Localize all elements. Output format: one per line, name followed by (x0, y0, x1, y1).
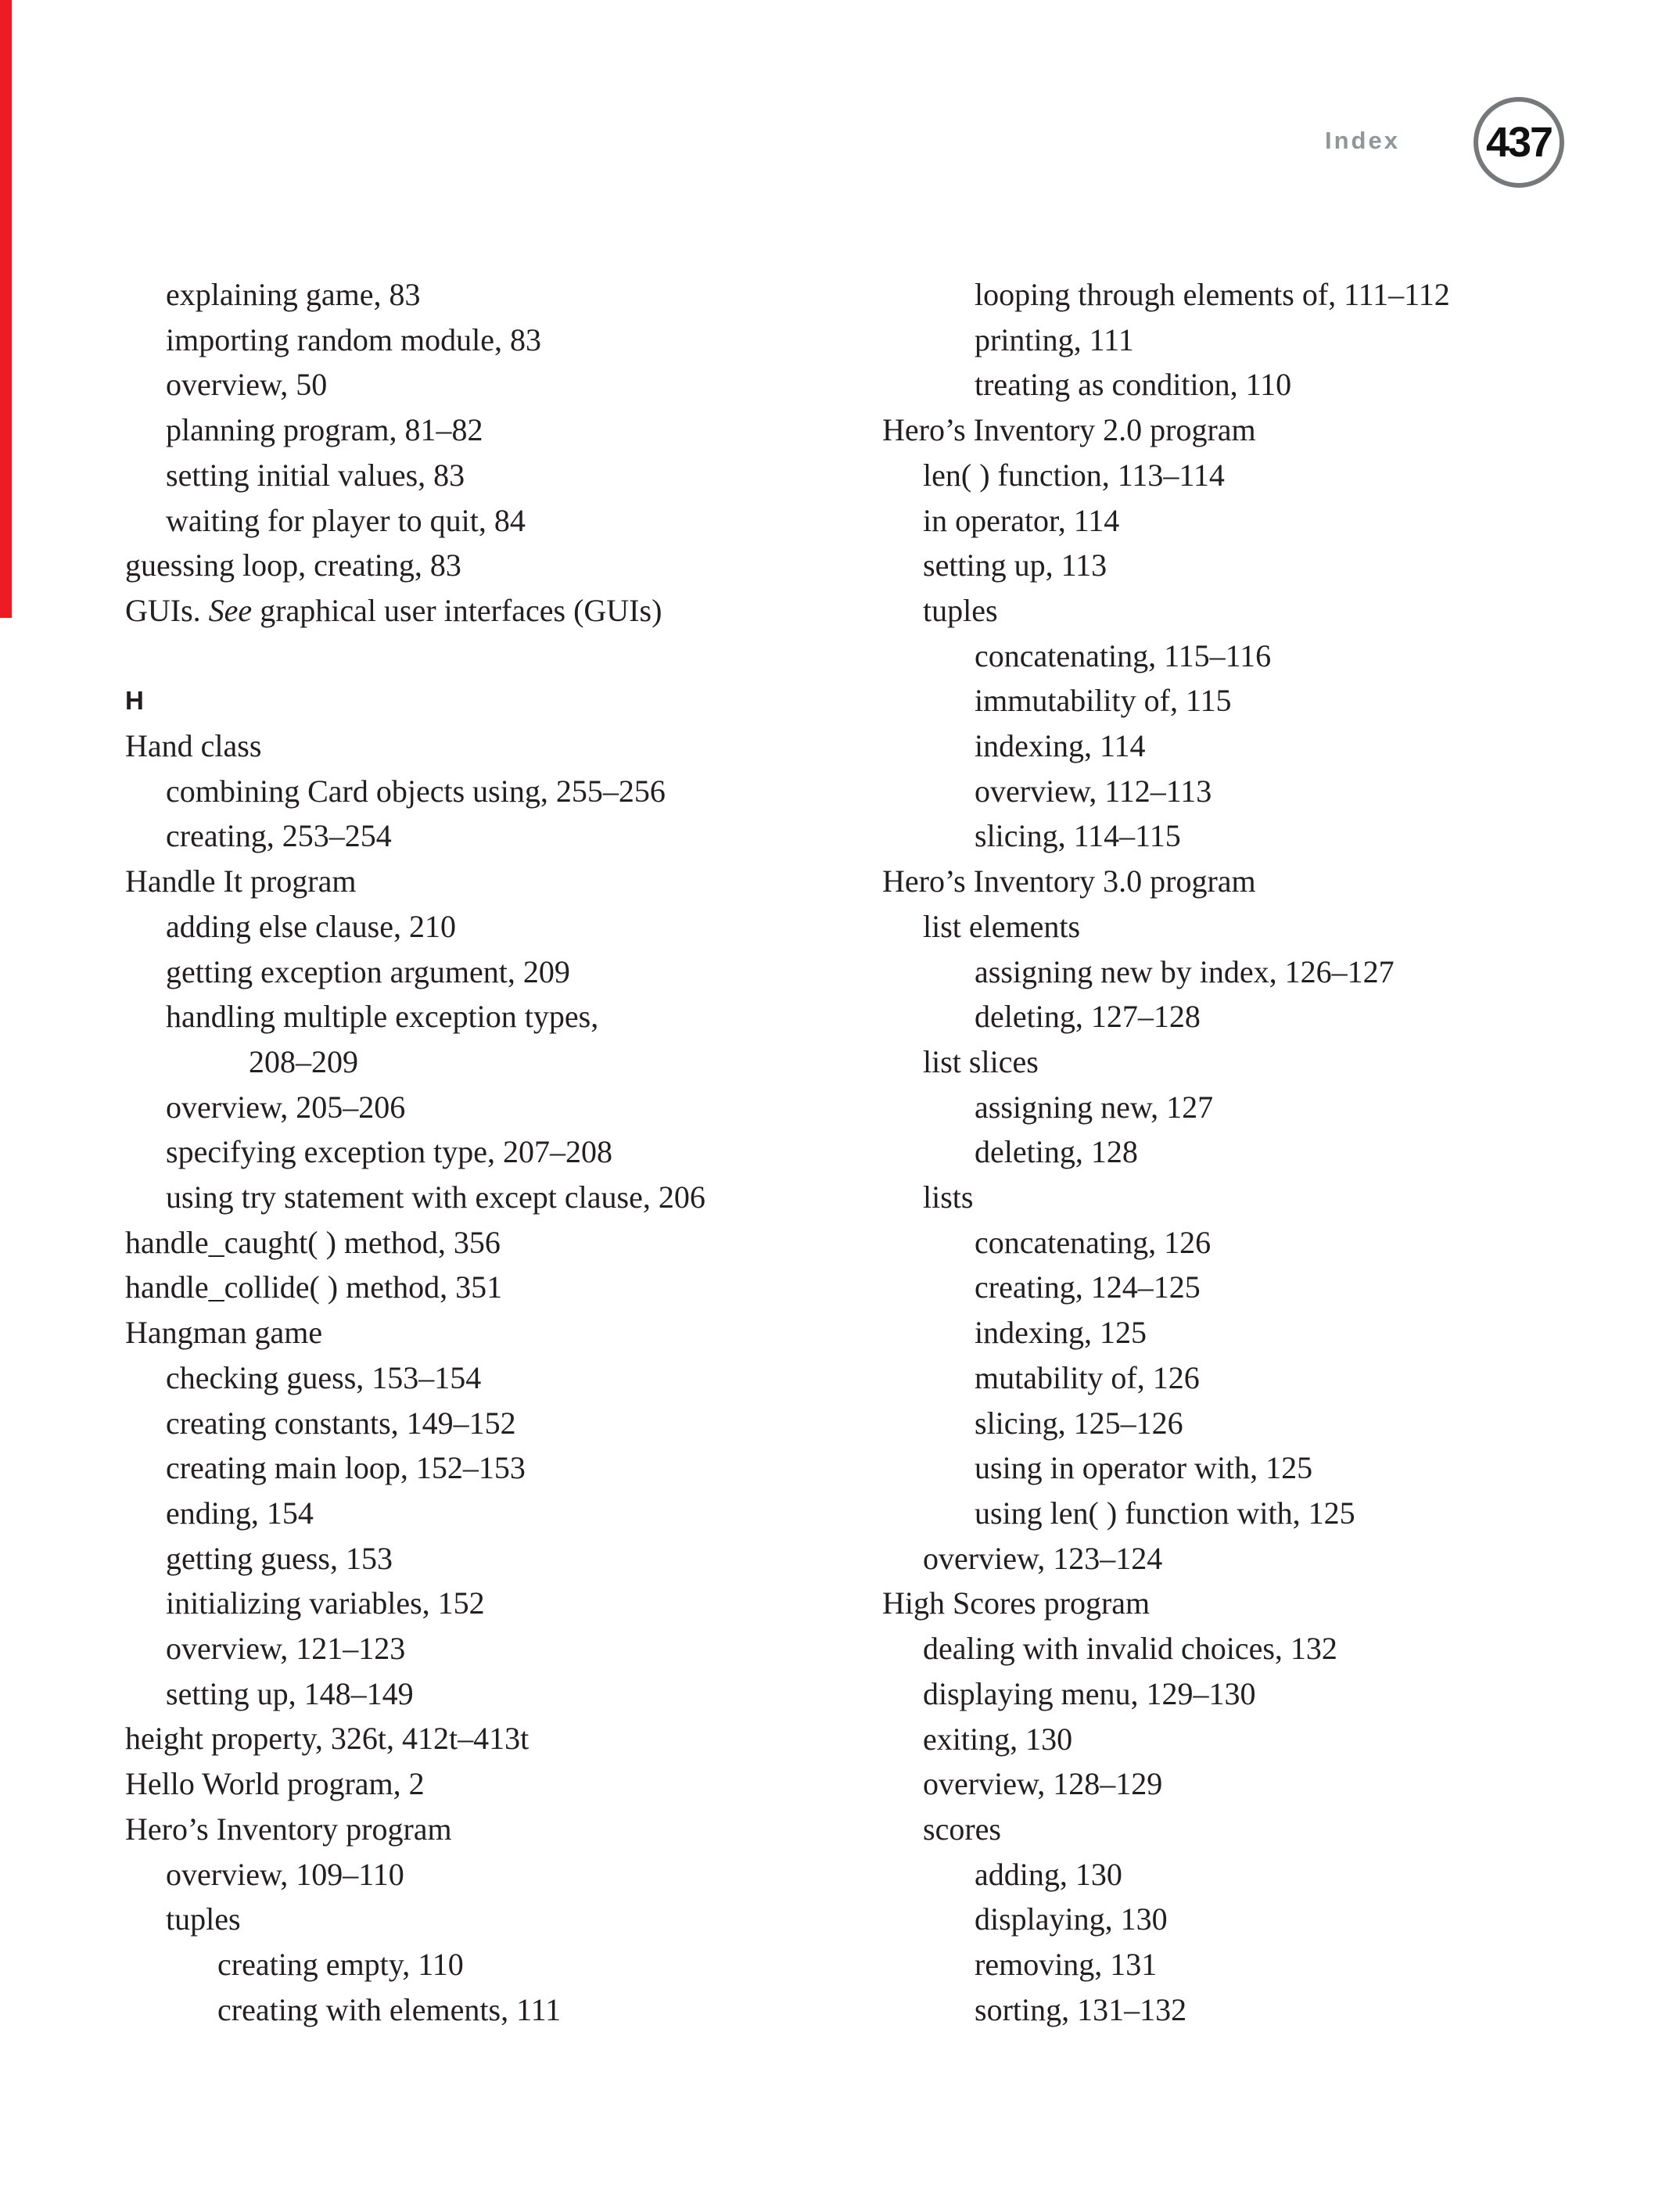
index-entry (882, 1265, 1672, 1310)
index-entry-text: assigning new, 127 (975, 1089, 1214, 1125)
index-entry-text: Hello World program, 2 (125, 1766, 425, 1802)
index-entry-text: mutability of, 126 (975, 1359, 1200, 1395)
index-entry (882, 1445, 1672, 1491)
index-entry (125, 1626, 892, 1671)
index-entry-text: combining Card objects using, 255–256 (166, 773, 666, 809)
index-entry (882, 1491, 1672, 1536)
index-entry-text: creating empty, 110 (217, 1947, 464, 1982)
index-entry-text: using try statement with except clause, 206 (166, 1179, 705, 1215)
index-entry (125, 1807, 892, 1852)
index-entry (882, 1942, 1672, 1987)
index-entry-text: ending, 154 (166, 1495, 314, 1531)
index-entry-text: Hero’s Inventory 3.0 program (882, 863, 1256, 899)
index-entry (882, 543, 1672, 588)
index-entry (125, 272, 892, 318)
index-entry (882, 904, 1672, 950)
index-entry-text: looping through elements of, 111–112 (975, 277, 1450, 312)
index-entry (125, 769, 892, 814)
index-entry-text: getting guess, 153 (166, 1540, 393, 1576)
index-entry (125, 1536, 892, 1581)
index-column-right (882, 272, 1672, 2032)
index-entry-text: specifying exception type, 207–208 (166, 1134, 612, 1170)
index-entry (125, 1942, 892, 1987)
index-entry (125, 543, 892, 588)
running-header-index-label: Index (1325, 127, 1400, 154)
index-entry-text: creating, 253–254 (166, 818, 392, 854)
index-entry (882, 1129, 1672, 1175)
index-entry-text: Hand class (125, 728, 262, 764)
index-entry (125, 994, 892, 1039)
index-entry-text: graphical user interfaces (GUIs) (252, 592, 662, 628)
index-entry-text: displaying menu, 129–130 (923, 1675, 1256, 1711)
index-entry (125, 1175, 892, 1220)
index-entry (882, 1987, 1672, 2033)
index-entry-text: overview, 50 (166, 367, 328, 403)
index-entry (882, 1626, 1672, 1671)
index-entry-text: scores (923, 1811, 1001, 1847)
index-entry-text: creating constants, 149–152 (166, 1405, 516, 1441)
index-entry (882, 1355, 1672, 1401)
index-entry (882, 498, 1672, 544)
index-entry (125, 362, 892, 407)
index-entry (882, 1536, 1672, 1581)
index-entry (882, 1761, 1672, 1807)
index-section-header (125, 678, 892, 723)
index-entry-text: setting up, 113 (923, 548, 1107, 583)
index-entry-text: height property, 326t, 412t–413t (125, 1721, 529, 1757)
index-entry (882, 407, 1672, 453)
index-entry-text: setting initial values, 83 (166, 457, 465, 493)
page-number-circle (1474, 97, 1564, 188)
index-entry-text: exiting, 130 (923, 1721, 1073, 1757)
index-entry-text: displaying, 130 (975, 1901, 1168, 1937)
index-entry (882, 1897, 1672, 1942)
index-entry (882, 634, 1672, 679)
index-entry (882, 1671, 1672, 1717)
index-entry-text: indexing, 125 (975, 1315, 1147, 1351)
index-entry-text: Hero’s Inventory program (125, 1811, 452, 1847)
index-entry-text: deleting, 127–128 (975, 999, 1201, 1035)
index-entry-text: lists (923, 1179, 974, 1215)
index-entry (125, 407, 892, 453)
index-entry (882, 362, 1672, 407)
index-entry-text: len( ) function, 113–114 (923, 457, 1225, 493)
index-entry-text: overview, 123–124 (923, 1540, 1163, 1576)
index-entry-text: creating with elements, 111 (217, 1991, 562, 2027)
index-entry-text: tuples (166, 1901, 241, 1937)
index-entry-text: tuples (923, 592, 998, 628)
index-entry (882, 1401, 1672, 1446)
index-entry (882, 318, 1672, 363)
index-entry (882, 1807, 1672, 1852)
chapter-bleed-tab (0, 0, 12, 618)
index-entry-text: immutability of, 115 (975, 683, 1232, 719)
index-entry-text: using in operator with, 125 (975, 1450, 1313, 1486)
index-entry (882, 859, 1672, 904)
index-entry-text: explaining game, 83 (166, 277, 421, 312)
index-entry-text: adding else clause, 210 (166, 908, 456, 944)
index-entry (882, 994, 1672, 1039)
index-entry-text: concatenating, 115–116 (975, 637, 1272, 673)
index-entry-text: overview, 109–110 (166, 1856, 404, 1892)
index-entry (882, 453, 1672, 498)
index-entry-text: overview, 128–129 (923, 1766, 1163, 1802)
index-entry (125, 1445, 892, 1491)
index-entry (882, 1581, 1672, 1626)
index-entry (125, 1039, 892, 1085)
index-entry-text: H (125, 686, 145, 716)
index-entry (125, 1671, 892, 1717)
index-entry-text: Handle It program (125, 863, 357, 899)
index-column-left (125, 272, 892, 2032)
index-entry (125, 588, 892, 634)
index-entry (882, 813, 1672, 859)
index-entry (125, 1852, 892, 1897)
index-entry-text: adding, 130 (975, 1856, 1122, 1892)
index-entry (125, 1897, 892, 1942)
index-entry-text: assigning new by index, 126–127 (975, 953, 1395, 989)
index-entry-text: list elements (923, 908, 1081, 944)
index-entry-text: creating main loop, 152–153 (166, 1450, 526, 1486)
index-entry (125, 1220, 892, 1266)
index-entry-text: High Scores program (882, 1585, 1151, 1621)
index-entry-text: dealing with invalid choices, 132 (923, 1631, 1337, 1667)
index-entry-text: printing, 111 (975, 321, 1134, 357)
index-entry-text: slicing, 125–126 (975, 1405, 1183, 1441)
index-entry (125, 813, 892, 859)
index-entry (882, 1852, 1672, 1897)
index-entry-text: getting exception argument, 209 (166, 953, 570, 989)
index-entry (125, 723, 892, 769)
index-entry-cross-reference: See (208, 592, 253, 628)
index-entry (882, 1717, 1672, 1762)
index-entry (125, 1987, 892, 2033)
index-entry (125, 1085, 892, 1130)
index-entry (125, 498, 892, 544)
index-entry-text: handle_caught( ) method, 356 (125, 1224, 501, 1260)
index-entry-text: overview, 121–123 (166, 1631, 406, 1667)
index-entry-text: creating, 124–125 (975, 1269, 1201, 1305)
index-entry (125, 904, 892, 950)
index-entry-text: overview, 205–206 (166, 1089, 406, 1125)
index-entry (125, 318, 892, 363)
index-entry-text: handle_collide( ) method, 351 (125, 1269, 503, 1305)
index-entry-text: removing, 131 (975, 1947, 1158, 1983)
index-entry-text: setting up, 148–149 (166, 1675, 414, 1711)
index-entry-text: 208–209 (249, 1043, 358, 1079)
index-entry-text: overview, 112–113 (975, 773, 1212, 809)
index-entry-text: Hangman game (125, 1315, 323, 1351)
index-entry (125, 1355, 892, 1401)
index-entry (125, 453, 892, 498)
index-entry (125, 1761, 892, 1807)
page-number: 437 (1485, 119, 1553, 166)
index-entry-text: indexing, 114 (975, 728, 1146, 764)
index-entry (882, 950, 1672, 995)
index-entry-text: slicing, 114–115 (975, 818, 1181, 854)
index-entry-text: deleting, 128 (975, 1134, 1138, 1170)
index-entry-text: Hero’s Inventory 2.0 program (882, 412, 1256, 448)
index-entry (882, 723, 1672, 769)
index-entry-text: guessing loop, creating, 83 (125, 548, 461, 583)
index-entry (882, 1039, 1672, 1085)
index-entry-text: initializing variables, 152 (166, 1585, 485, 1621)
index-entry (125, 1401, 892, 1446)
index-entry-text: importing random module, 83 (166, 321, 541, 357)
index-entry-text: GUIs. (125, 592, 209, 628)
index-entry-text: waiting for player to quit, 84 (166, 502, 526, 538)
index-entry (882, 1310, 1672, 1355)
index-entry-text: checking guess, 153–154 (166, 1359, 482, 1395)
index-entry-text: list slices (923, 1043, 1039, 1079)
index-entry-text: using len( ) function with, 125 (975, 1495, 1355, 1531)
index-entry (882, 1220, 1672, 1266)
index-entry-text: in operator, 114 (923, 502, 1120, 538)
index-entry-text: planning program, 81–82 (166, 412, 483, 448)
index-entry (125, 1310, 892, 1355)
index-entry (125, 1265, 892, 1310)
index-entry (125, 1129, 892, 1175)
index-entry-text: handling multiple exception types, (166, 999, 599, 1035)
index-entry (882, 272, 1672, 318)
index-entry-text: treating as condition, 110 (975, 367, 1292, 403)
index-entry (882, 769, 1672, 814)
index-entry (125, 1491, 892, 1536)
index-entry (882, 678, 1672, 723)
index-entry (882, 588, 1672, 634)
index-entry (125, 1716, 892, 1761)
index-entry-text: concatenating, 126 (975, 1224, 1212, 1260)
index-entry (882, 1175, 1672, 1220)
index-entry (125, 859, 892, 904)
index-entry (125, 950, 892, 995)
index-entry (125, 1581, 892, 1626)
index-entry (882, 1085, 1672, 1130)
index-entry-text: sorting, 131–132 (975, 1991, 1187, 2027)
